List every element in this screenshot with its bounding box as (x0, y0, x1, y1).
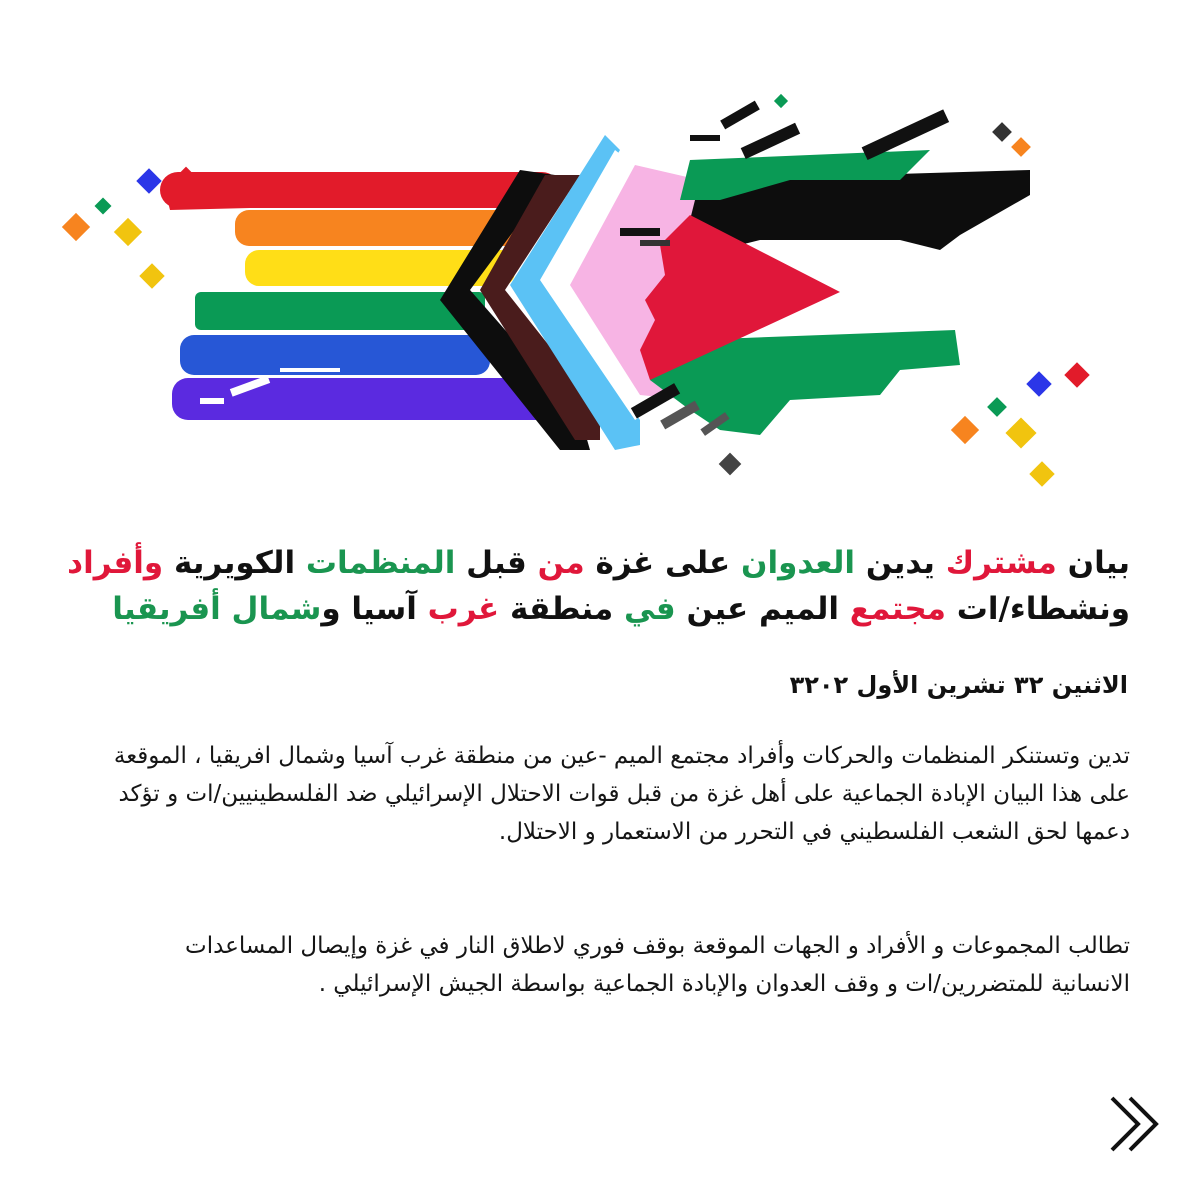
title-segment: الكويرية (163, 545, 306, 581)
confetti-yellow-right-2 (1029, 461, 1054, 486)
confetti-blue-right (1026, 371, 1051, 396)
title-segment: الميم عين (675, 591, 850, 627)
confetti-orange-top (1011, 137, 1031, 157)
title-segment: من (537, 545, 585, 581)
title-segment: على غزة (584, 545, 742, 581)
confetti-yellow-right (1005, 417, 1036, 448)
palestine-flag (620, 101, 1030, 436)
confetti-blue (136, 168, 161, 193)
flag-artwork (0, 0, 1200, 500)
confetti-gray (719, 453, 742, 476)
confetti-orange (62, 213, 90, 241)
next-slide-button[interactable] (1100, 1090, 1170, 1160)
title-segment: المنظمات (305, 545, 456, 581)
confetti-green (95, 198, 112, 215)
statement-paragraph-1: تدين وتستنكر المنظمات والحركات وأفراد مجتمع الميم -عين من منطقة غرب آسيا وشمال افريقيا ، الموقعة على هذا البيان الإبادة الجماعية على أهل غزة من قبل قوات الاحتلال الإسرائيلي ضد الفلسطينيين/ات و تؤكد دعمها لحق الشعب الفلسطيني في التحرر من الاستعمار و الاحتلال. (113, 743, 1130, 845)
statement-title (60, 540, 1130, 632)
title-segment: مشترك (945, 545, 1057, 581)
title-segment: مجتمع (849, 591, 946, 627)
title-segment: بيان (1056, 545, 1130, 581)
confetti-yellow-2 (139, 263, 164, 288)
title-segment: ونشطاء/ات (945, 591, 1130, 627)
title-segment: قبل (455, 545, 538, 581)
title-segment: في (624, 591, 676, 627)
title-segment: يدين (855, 545, 946, 581)
confetti-green-right (987, 397, 1007, 417)
title-segment: غرب (427, 591, 500, 627)
confetti-red-right (1064, 362, 1089, 387)
statement-date: الاثنين ٣٢ تشرين الأول ٣٢٠٢ (789, 671, 1128, 699)
title-segment: آسيا و (321, 591, 428, 627)
title-segment: وأفراد (67, 545, 164, 581)
title-segment: منطقة (499, 591, 624, 627)
confetti-green-top (774, 94, 788, 108)
confetti-dark (992, 122, 1012, 142)
confetti-yellow (114, 218, 142, 246)
statement-paragraph-2: تطالب المجموعات و الأفراد و الجهات الموقعة بوقف فوري لاطلاق النار في غزة وإيصال المساعدات الانسانية للمتضررين/ات و وقف العدوان والإبادة الجماعية بواسطة الجيش الإسرائيلي . (185, 933, 1130, 997)
double-chevron-right-icon (1100, 1090, 1170, 1160)
title-segment: شمال أفريقيا (112, 591, 322, 627)
confetti-orange-right (951, 416, 979, 444)
title-segment: العدوان (741, 545, 856, 581)
